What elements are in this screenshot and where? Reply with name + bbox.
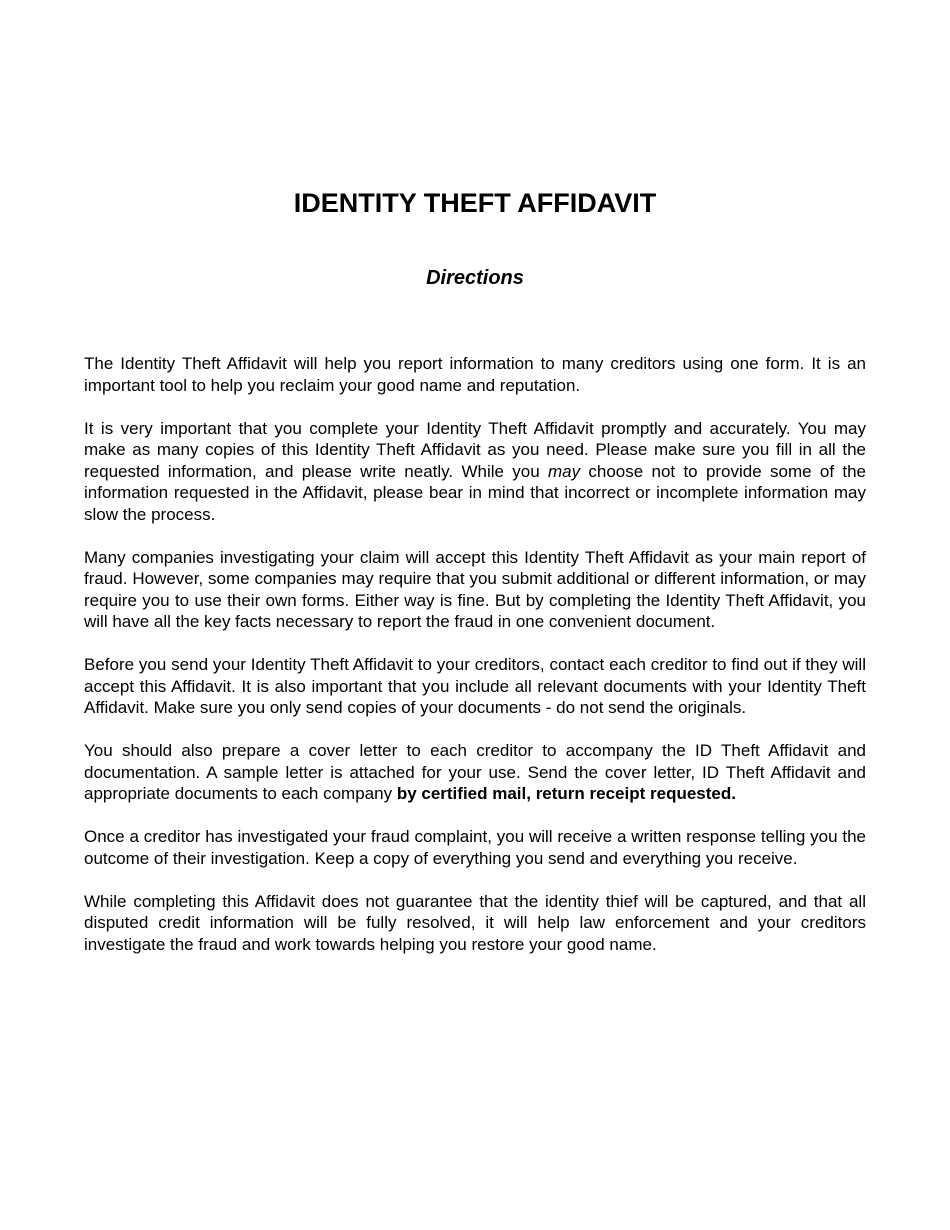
paragraph-text: It is very important that you complete your Identity Theft Affidavit promptly and accurately. You may make as many copies of this Identity Theft Affidavit as you need. Please make sure you fill in all the requested information, and please write neatly. While you	[84, 418, 866, 481]
paragraph-intro: The Identity Theft Affidavit will help you report information to many creditors using one form. It is an important tool to help you reclaim your good name and reputation.	[84, 354, 866, 395]
emphasis-text: may	[547, 461, 581, 481]
document-title: IDENTITY THEFT AFFIDAVIT	[293, 188, 657, 218]
paragraph-main-report: Many companies investigating your claim will accept this Identity Theft Affidavit as your main report of fraud. However, some companies may require that you submit additional or different information, or may require you to use their own forms. Either way is fine. But by completing the Identity Theft Affidavit, you will have all the key facts necessary to report the fraud in one convenient document.	[84, 547, 866, 631]
document-body	[84, 353, 866, 955]
paragraph-before-sending: Before you send your Identity Theft Affidavit to your creditors, contact each creditor to find out if they will accept this Affidavit. It is also important that you include all relevant documents with your Identity Theft Affidavit. Make sure you only send copies of your documents - do not send the originals.	[84, 655, 866, 717]
paragraph-investigation: Once a creditor has investigated your fraud complaint, you will receive a written response telling you the outcome of their investigation. Keep a copy of everything you send and everything you receive.	[84, 827, 866, 868]
paragraph-text: choose not to provide some of the information requested in the Affidavit, please bear in mind that incorrect or incomplete information may slow the process.	[84, 461, 866, 524]
paragraph-complete-promptly	[84, 418, 866, 526]
bold-text: by certified mail, return receipt requested.	[396, 784, 736, 803]
paragraph-closing: While completing this Affidavit does not guarantee that the identity thief will be captured, and that all disputed credit information will be fully resolved, it will help law enforcement and your creditors investigate the fraud and work towards helping you restore your good name.	[84, 891, 866, 954]
document-subtitle: Directions	[426, 267, 524, 289]
paragraph-cover-letter	[84, 740, 866, 805]
paragraph-text: You should also prepare a cover letter to each creditor to accompany the ID Theft Affidavit and documentation. A sample letter is attached for your use. Send the cover letter, ID Theft Affidavit and appropriate documents to each company	[84, 741, 866, 803]
